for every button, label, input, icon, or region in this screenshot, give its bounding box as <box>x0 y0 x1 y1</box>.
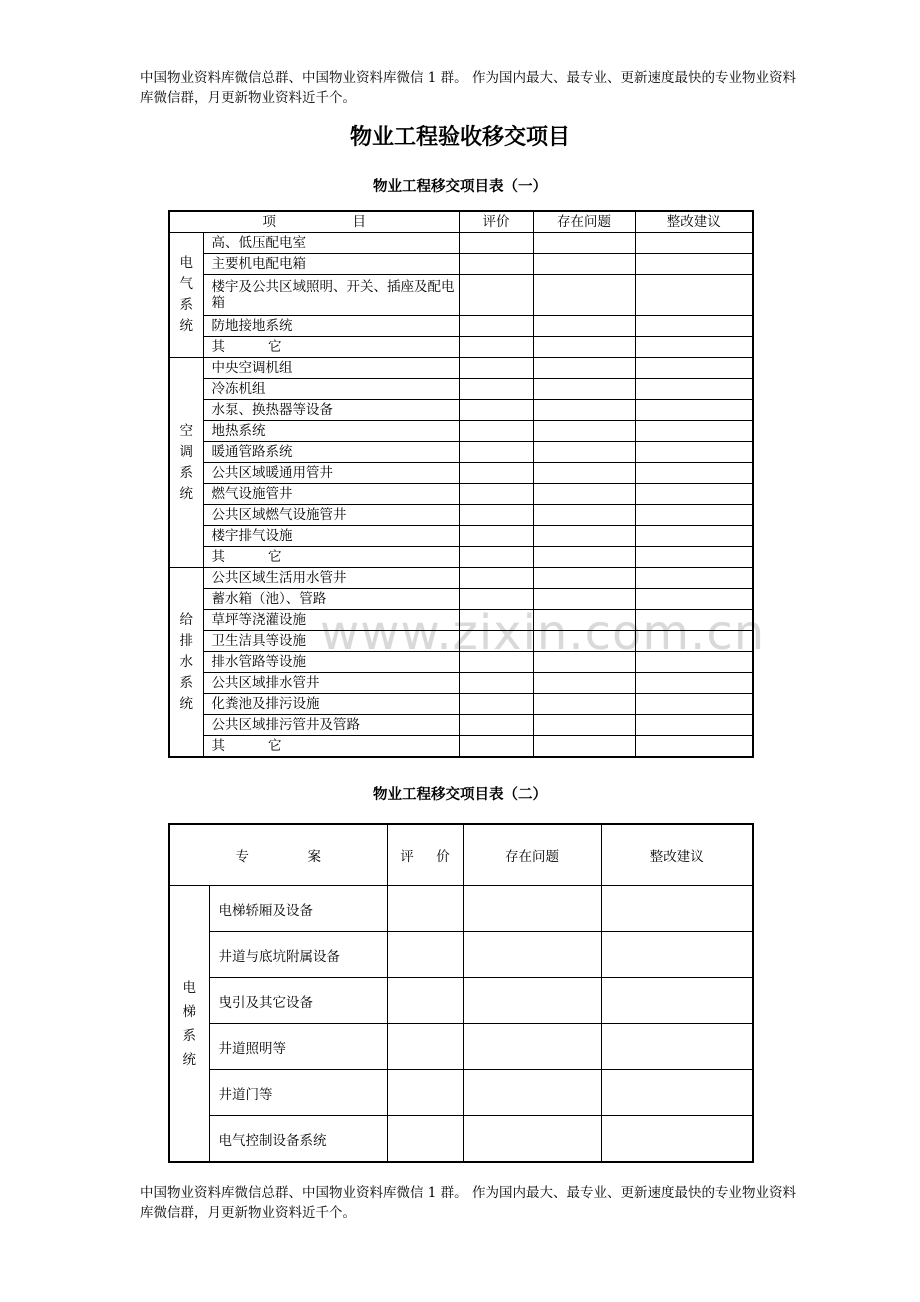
issues-cell[interactable] <box>533 400 635 421</box>
rating-cell[interactable] <box>387 1116 463 1163</box>
item-label: 公共区域暖通用管井 <box>203 463 459 484</box>
rating-cell[interactable] <box>459 316 533 337</box>
item-label: 楼宇排气设施 <box>203 526 459 547</box>
table2-header-rating: 评 价 <box>387 824 463 886</box>
table-row <box>169 631 753 652</box>
item-label: 曳引及其它设备 <box>209 978 387 1024</box>
table-row <box>169 316 753 337</box>
suggestions-cell[interactable] <box>635 421 753 442</box>
issues-cell[interactable] <box>533 275 635 316</box>
table2-header-row <box>169 824 753 886</box>
issues-cell[interactable] <box>533 568 635 589</box>
issues-cell[interactable] <box>533 379 635 400</box>
item-label: 电气控制设备系统 <box>209 1116 387 1163</box>
table-row <box>169 715 753 736</box>
item-label: 楼宇及公共区域照明、开关、插座及配电箱 <box>203 275 459 316</box>
intro-paragraph-bottom: 中国物业资料库微信总群、中国物业资料库微信 1 群。 作为国内最大、最专业、更新速度最快的专业物业资料库微信群，月更新物业资料近千个。 <box>140 1185 796 1221</box>
suggestions-cell[interactable] <box>635 715 753 736</box>
suggestions-cell[interactable] <box>601 932 753 978</box>
item-label: 高、低压配电室 <box>203 233 459 254</box>
rating-cell[interactable] <box>387 1024 463 1070</box>
page-title: 物业工程验收移交项目 <box>349 125 570 150</box>
suggestions-cell[interactable] <box>635 463 753 484</box>
category-elevator: 电 梯 系 统 <box>169 886 209 1163</box>
issues-cell[interactable] <box>463 932 601 978</box>
table-row <box>169 1116 753 1163</box>
issues-cell[interactable] <box>533 631 635 652</box>
issues-cell[interactable] <box>533 421 635 442</box>
suggestions-cell[interactable] <box>635 568 753 589</box>
issues-cell[interactable] <box>533 610 635 631</box>
rating-cell[interactable] <box>459 652 533 673</box>
rating-cell[interactable] <box>459 610 533 631</box>
item-label: 燃气设施管井 <box>203 484 459 505</box>
suggestions-cell[interactable] <box>635 589 753 610</box>
table-row <box>169 610 753 631</box>
rating-cell[interactable] <box>459 379 533 400</box>
watermark: www.zixin.com.cn <box>320 605 766 661</box>
suggestions-cell[interactable] <box>635 233 753 254</box>
table-row <box>169 547 753 568</box>
rating-cell[interactable] <box>387 932 463 978</box>
suggestions-cell[interactable] <box>601 1070 753 1116</box>
suggestions-cell[interactable] <box>635 358 753 379</box>
rating-cell[interactable] <box>459 589 533 610</box>
item-label: 公共区域排污管井及管路 <box>203 715 459 736</box>
issues-cell[interactable] <box>533 442 635 463</box>
category-electrical: 电 气 系 统 <box>169 233 203 358</box>
rating-cell[interactable] <box>459 505 533 526</box>
table-row <box>169 568 753 589</box>
table2-header-issues: 存在问题 <box>463 824 601 886</box>
table2-header-suggestions: 整改建议 <box>601 824 753 886</box>
issues-cell[interactable] <box>533 337 635 358</box>
issues-cell[interactable] <box>533 526 635 547</box>
rating-cell[interactable] <box>459 547 533 568</box>
item-label: 电梯轿厢及设备 <box>209 886 387 932</box>
table-row <box>169 673 753 694</box>
table-row <box>169 932 753 978</box>
item-label: 地热系统 <box>203 421 459 442</box>
rating-cell[interactable] <box>459 421 533 442</box>
item-label-other: 其 它 <box>203 337 459 358</box>
table1-header-rating: 评价 <box>459 211 533 233</box>
suggestions-cell[interactable] <box>635 610 753 631</box>
table-row <box>169 275 753 316</box>
suggestions-cell[interactable] <box>601 886 753 932</box>
suggestions-cell[interactable] <box>601 1024 753 1070</box>
issues-cell[interactable] <box>533 694 635 715</box>
issues-cell[interactable] <box>463 886 601 932</box>
rating-cell[interactable] <box>459 358 533 379</box>
table-row <box>169 358 753 379</box>
category-plumbing: 给 排 水 系 统 <box>169 568 203 758</box>
item-label-other: 其 它 <box>203 736 459 758</box>
suggestions-cell[interactable] <box>635 484 753 505</box>
issues-cell[interactable] <box>533 484 635 505</box>
item-label: 井道门等 <box>209 1070 387 1116</box>
issues-cell[interactable] <box>533 463 635 484</box>
table-row <box>169 442 753 463</box>
item-label: 公共区域排水管井 <box>203 673 459 694</box>
rating-cell[interactable] <box>459 526 533 547</box>
rating-cell[interactable] <box>459 694 533 715</box>
intro-paragraph-top: 中国物业资料库微信总群、中国物业资料库微信 1 群。 作为国内最大、最专业、更新速度最快的专业物业资料库微信群，月更新物业资料近千个。 <box>140 70 796 106</box>
table-row <box>169 463 753 484</box>
issues-cell[interactable] <box>533 316 635 337</box>
table-row <box>169 400 753 421</box>
issues-cell[interactable] <box>533 358 635 379</box>
table-row <box>169 652 753 673</box>
issues-cell[interactable] <box>533 547 635 568</box>
issues-cell[interactable] <box>533 505 635 526</box>
item-label: 公共区域生活用水管井 <box>203 568 459 589</box>
item-label-other: 其 它 <box>203 547 459 568</box>
issues-cell[interactable] <box>533 715 635 736</box>
rating-cell[interactable] <box>459 715 533 736</box>
item-label: 防地接地系统 <box>203 316 459 337</box>
table-row <box>169 1070 753 1116</box>
rating-cell[interactable] <box>459 400 533 421</box>
table-row <box>169 254 753 275</box>
rating-cell[interactable] <box>459 463 533 484</box>
suggestions-cell[interactable] <box>601 978 753 1024</box>
suggestions-cell[interactable] <box>635 316 753 337</box>
table1-header-issues: 存在问题 <box>533 211 635 233</box>
suggestions-cell[interactable] <box>635 736 753 758</box>
rating-cell[interactable] <box>459 631 533 652</box>
rating-cell[interactable] <box>459 275 533 316</box>
rating-cell[interactable] <box>459 736 533 758</box>
issues-cell[interactable] <box>533 589 635 610</box>
issues-cell[interactable] <box>533 233 635 254</box>
issues-cell[interactable] <box>533 652 635 673</box>
table-row <box>169 1024 753 1070</box>
category-hvac: 空 调 系 统 <box>169 358 203 568</box>
rating-cell[interactable] <box>459 233 533 254</box>
table2-caption: 物业工程移交项目表（二） <box>373 787 547 803</box>
suggestions-cell[interactable] <box>635 526 753 547</box>
rating-cell[interactable] <box>459 568 533 589</box>
suggestions-cell[interactable] <box>635 505 753 526</box>
table-row <box>169 233 753 254</box>
suggestions-cell[interactable] <box>635 442 753 463</box>
rating-cell[interactable] <box>459 337 533 358</box>
table-row <box>169 526 753 547</box>
table-row <box>169 379 753 400</box>
suggestions-cell[interactable] <box>635 254 753 275</box>
table2-header-item: 专 案 <box>169 824 387 886</box>
rating-cell[interactable] <box>387 1070 463 1116</box>
item-label: 主要机电配电箱 <box>203 254 459 275</box>
suggestions-cell[interactable] <box>635 337 753 358</box>
table-row <box>169 978 753 1024</box>
rating-cell[interactable] <box>387 886 463 932</box>
table-row <box>169 421 753 442</box>
table1-caption: 物业工程移交项目表（一） <box>373 179 547 195</box>
table1-header-row <box>169 211 753 233</box>
item-label: 水泵、换热器等设备 <box>203 400 459 421</box>
handover-table-2 <box>168 823 754 1163</box>
item-label: 排水管路等设施 <box>203 652 459 673</box>
suggestions-cell[interactable] <box>635 275 753 316</box>
item-label: 暖通管路系统 <box>203 442 459 463</box>
table-row <box>169 505 753 526</box>
issues-cell[interactable] <box>463 1070 601 1116</box>
issues-cell[interactable] <box>463 978 601 1024</box>
table-row <box>169 736 753 758</box>
item-label: 井道与底坑附属设备 <box>209 932 387 978</box>
table-row <box>169 337 753 358</box>
table-row <box>169 694 753 715</box>
suggestions-cell[interactable] <box>601 1116 753 1163</box>
issues-cell[interactable] <box>463 1024 601 1070</box>
issues-cell[interactable] <box>533 736 635 758</box>
rating-cell[interactable] <box>459 673 533 694</box>
table-row <box>169 886 753 932</box>
rating-cell[interactable] <box>387 978 463 1024</box>
rating-cell[interactable] <box>459 484 533 505</box>
issues-cell[interactable] <box>533 673 635 694</box>
item-label: 蓄水箱（池）、管路 <box>203 589 459 610</box>
item-label: 井道照明等 <box>209 1024 387 1070</box>
suggestions-cell[interactable] <box>635 694 753 715</box>
item-label: 中央空调机组 <box>203 358 459 379</box>
table1-header-item: 项 目 <box>169 211 459 233</box>
issues-cell[interactable] <box>533 254 635 275</box>
table1-header-suggestions: 整改建议 <box>635 211 753 233</box>
item-label: 化粪池及排污设施 <box>203 694 459 715</box>
suggestions-cell[interactable] <box>635 547 753 568</box>
item-label: 卫生洁具等设施 <box>203 631 459 652</box>
rating-cell[interactable] <box>459 254 533 275</box>
table-row <box>169 484 753 505</box>
rating-cell[interactable] <box>459 442 533 463</box>
item-label: 草坪等浇灌设施 <box>203 610 459 631</box>
suggestions-cell[interactable] <box>635 379 753 400</box>
issues-cell[interactable] <box>463 1116 601 1163</box>
suggestions-cell[interactable] <box>635 631 753 652</box>
suggestions-cell[interactable] <box>635 673 753 694</box>
item-label: 冷冻机组 <box>203 379 459 400</box>
suggestions-cell[interactable] <box>635 652 753 673</box>
handover-table-1 <box>168 210 754 758</box>
item-label: 公共区域燃气设施管井 <box>203 505 459 526</box>
suggestions-cell[interactable] <box>635 400 753 421</box>
table-row <box>169 589 753 610</box>
